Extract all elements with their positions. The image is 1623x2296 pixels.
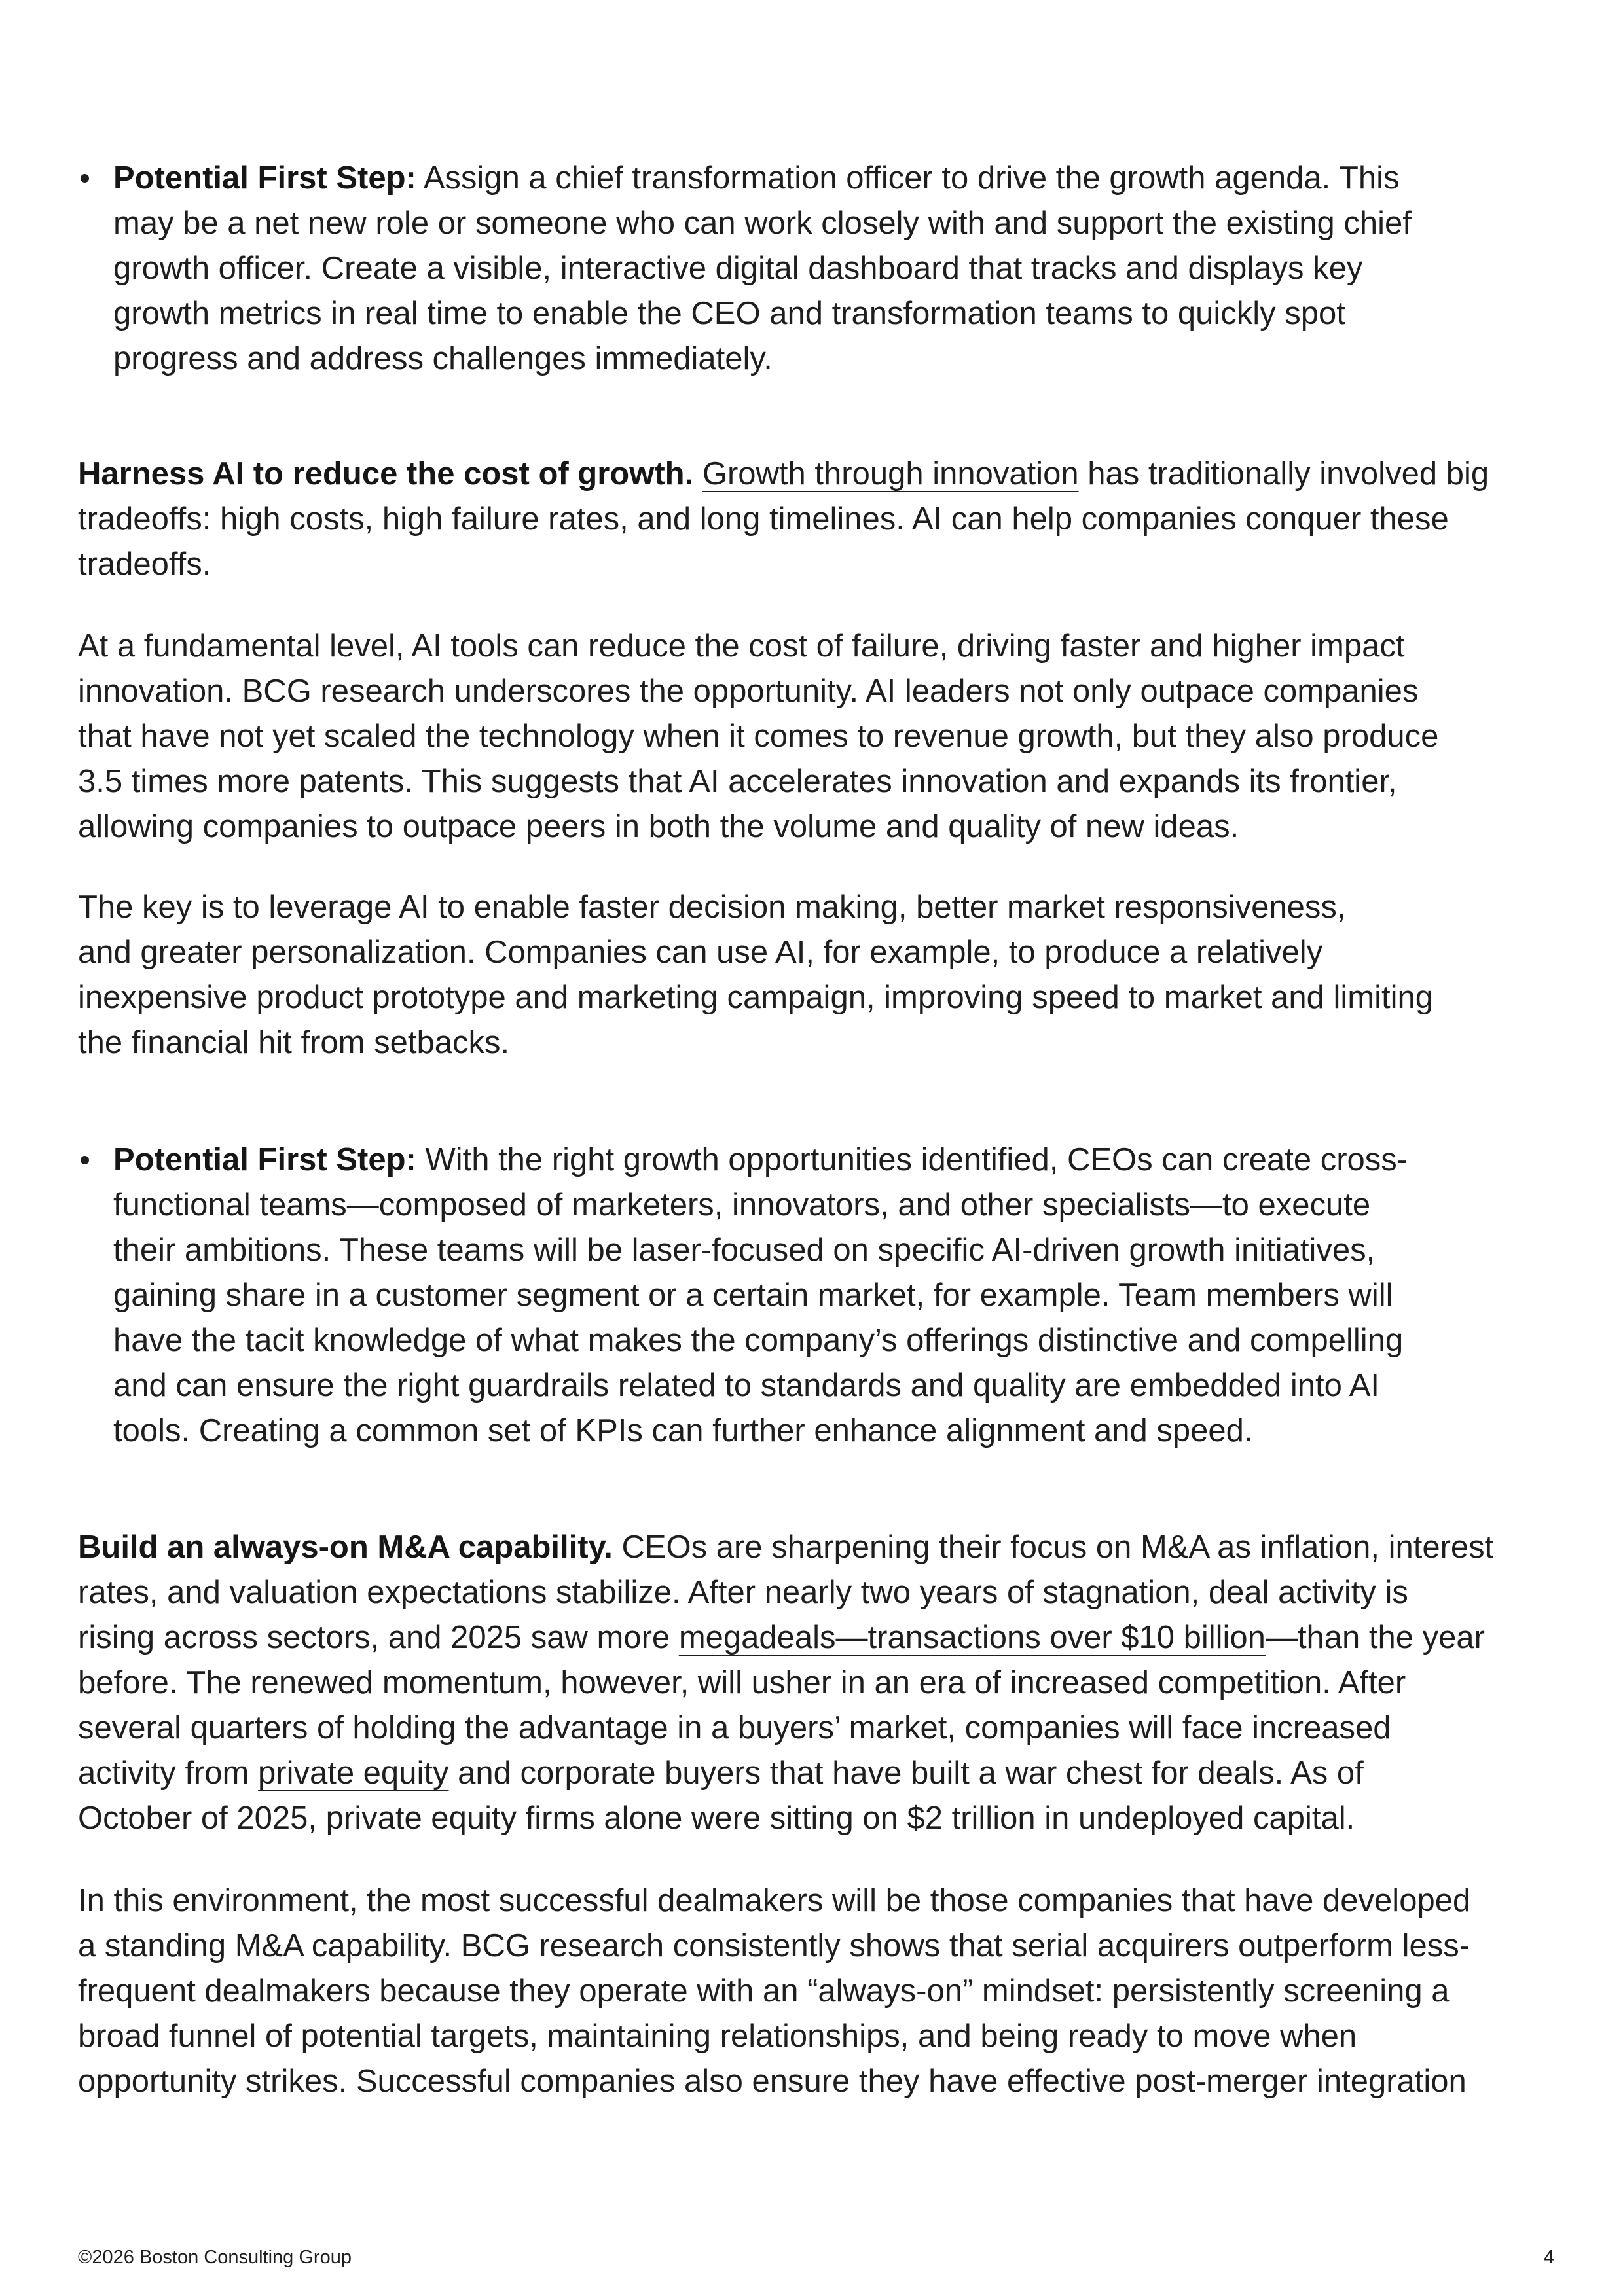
paragraph-line: 3.5 times more patents. This suggests that AI accelerates innovation and expands its frontier,: [78, 764, 1397, 799]
paragraph-text: rising across sectors, and 2025 saw more: [78, 1620, 670, 1655]
paragraph-always-on-ma: [78, 1525, 1493, 1841]
section-heading: Harness AI to reduce the cost of growth.: [78, 456, 694, 492]
bullet-line: progress and address challenges immediately.: [113, 341, 773, 376]
paragraph-line: and greater personalization. Companies can use AI, for example, to produce a relatively: [78, 935, 1323, 970]
paragraph-line: that have not yet scaled the technology when it comes to revenue growth, but they also produce: [78, 719, 1439, 754]
paragraph-line: [78, 452, 1489, 497]
paragraph-line: At a fundamental level, AI tools can reduce the cost of failure, driving faster and higher impact: [78, 628, 1405, 664]
bullet-text: Assign a chief transformation officer to drive the growth agenda. This: [423, 160, 1400, 196]
paragraph-line: before. The renewed momentum, however, will usher in an era of increased competition. After: [78, 1665, 1406, 1700]
paragraph-text: —than the year: [1265, 1620, 1485, 1655]
paragraph-line: allowing companies to outpace peers in both the volume and quality of new ideas.: [78, 809, 1239, 844]
paragraph-cost-of-failure: [78, 624, 1438, 850]
bullet-line: their ambitions. These teams will be laser-focused on specific AI-driven growth initiatives,: [113, 1232, 1376, 1268]
paragraph-line: October of 2025, private equity firms alone were sitting on $2 trillion in undeployed capital.: [78, 1801, 1355, 1836]
paragraph-leverage-ai: [78, 885, 1433, 1066]
paragraph-line: broad funnel of potential targets, maintaining relationships, and being ready to move when: [78, 2018, 1357, 2054]
paragraph-line: The key is to leverage AI to enable faster decision making, better market responsiveness,: [78, 889, 1346, 925]
private-equity-link[interactable]: private equity: [258, 1755, 449, 1791]
bullet-marker: [81, 1156, 89, 1164]
megadeals-link[interactable]: megadeals—transactions over $10 billion: [678, 1620, 1266, 1655]
paragraph-line: [78, 1751, 1493, 1796]
paragraph-serial-acquirers: [78, 1878, 1470, 2104]
paragraph-text: and corporate buyers that have built a war chest for deals. As of: [458, 1755, 1364, 1791]
bullet-line: may be a net new role or someone who can work closely with and support the existing chief: [113, 206, 1412, 241]
paragraph-line: tradeoffs.: [78, 547, 211, 582]
bullet-marker: [81, 174, 89, 183]
bullet-label: Potential First Step:: [113, 1142, 416, 1177]
page-number: 4: [1543, 2247, 1554, 2268]
bullet-line: [113, 1138, 1408, 1183]
bullet-first-step-cross-functional-teams: [113, 1138, 1408, 1454]
bullet-line: and can ensure the right guardrails related to standards and quality are embedded into AI: [113, 1368, 1380, 1403]
paragraph-line: rates, and valuation expectations stabilize. After nearly two years of stagnation, deal activity is: [78, 1575, 1408, 1610]
paragraph-line: the financial hit from setbacks.: [78, 1025, 510, 1060]
paragraph-line: [78, 1615, 1493, 1660]
paragraph-line: several quarters of holding the advantage in a buyers’ market, companies will face increased: [78, 1710, 1391, 1746]
paragraph-text: CEOs are sharpening their focus on M&A as inflation, interest: [621, 1530, 1494, 1565]
bullet-line: functional teams—composed of marketers, innovators, and other specialists—to execute: [113, 1187, 1371, 1223]
paragraph-line: tradeoffs: high costs, high failure rates, and long timelines. AI can help companies conquer these: [78, 501, 1449, 537]
paragraph-line: opportunity strikes. Successful companies also ensure they have effective post-merger integration: [78, 2064, 1467, 2099]
bullet-label: Potential First Step:: [113, 160, 416, 196]
paragraph-line: innovation. BCG research underscores the opportunity. AI leaders not only outpace companies: [78, 673, 1419, 709]
bullet-text: With the right growth opportunities identified, CEOs can create cross-: [425, 1142, 1408, 1177]
section-heading: Build an always-on M&A capability.: [78, 1530, 613, 1565]
bullet-line: growth officer. Create a visible, interactive digital dashboard that tracks and displays key: [113, 251, 1363, 286]
growth-through-innovation-link[interactable]: Growth through innovation: [702, 456, 1079, 492]
footer-copyright: ©2026 Boston Consulting Group: [78, 2247, 352, 2268]
bullet-line: [113, 156, 1412, 201]
paragraph-line: frequent dealmakers because they operate with an “always-on” mindset: persistently screening a: [78, 1973, 1450, 2009]
paragraph-line: In this environment, the most successful dealmakers will be those companies that have developed: [78, 1883, 1471, 1918]
paragraph-text: has traditionally involved big: [1087, 456, 1489, 492]
bullet-line: have the tacit knowledge of what makes the company’s offerings distinctive and compelling: [113, 1323, 1404, 1358]
bullet-line: growth metrics in real time to enable the CEO and transformation teams to quickly spot: [113, 296, 1345, 331]
bullet-line: gaining share in a customer segment or a certain market, for example. Team members will: [113, 1278, 1393, 1313]
paragraph-line: inexpensive product prototype and marketing campaign, improving speed to market and limiting: [78, 980, 1434, 1015]
bullet-first-step-transformation-officer: [113, 156, 1412, 382]
bullet-line: tools. Creating a common set of KPIs can further enhance alignment and speed.: [113, 1413, 1253, 1448]
paragraph-harness-ai: [78, 452, 1489, 587]
paragraph-line: [78, 1525, 1493, 1570]
paragraph-line: a standing M&A capability. BCG research consistently shows that serial acquirers outperform less-: [78, 1928, 1470, 1964]
paragraph-text: activity from: [78, 1755, 249, 1791]
